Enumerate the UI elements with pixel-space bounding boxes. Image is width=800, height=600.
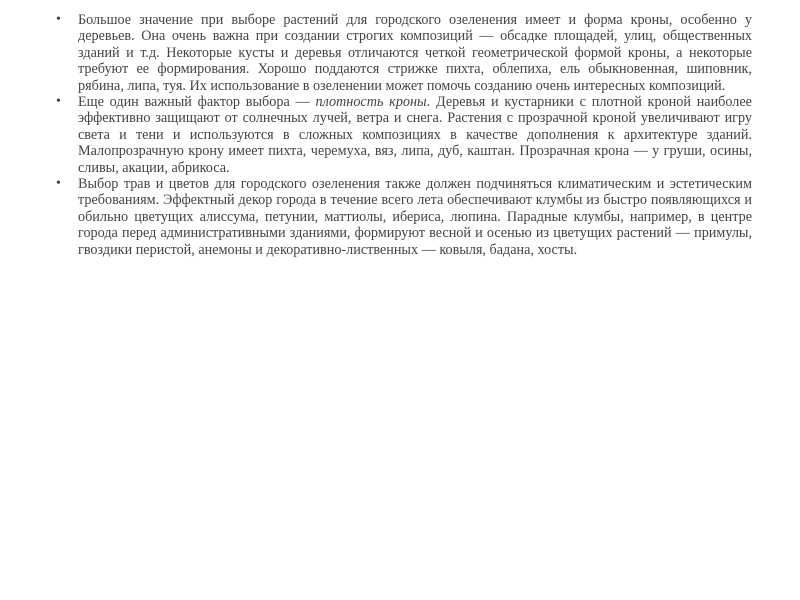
bullet-list xyxy=(56,12,752,258)
bullet-item-crown-shape xyxy=(56,12,752,94)
bullet-item-flowers xyxy=(56,176,752,258)
bullet-marker: • xyxy=(56,94,61,110)
bullet-marker: • xyxy=(56,12,61,27)
bullet-text: Выбор трав и цветов для городского озеленения также должен подчиняться климатическим и эстетическим требованиям. Эффектный декор города в течение всего лета обеспечивают клумбы из быстро появляющихся и обильно цветущих алиссума, петунии, маттиолы, ибериса, люпина. Парадные клумбы, например, в центре города перед административными зданиями, формируют весной и осенью из цветущих растений — примулы, гвоздики перистой, анемоны и декоративно-лиственных — ковыля, бадана, хосты. xyxy=(78,176,752,258)
bullet-emphasis: плотность кроны xyxy=(315,94,427,111)
bullet-item-crown-density xyxy=(56,94,752,176)
bullet-text-after: . Деревья и кустарники с плотной кроной наиболее эффективно защищают от солнечных лучей, ветра и снега. Растения с прозрачной кроной увеличивают игру света и тени и используются в сложных композициях в качестве дополнения к архитектуре зданий. Малопрозрачную крону имеет пихта, черемуха, вяз, липа, дуб, каштан. Прозрачная крона — у груши, осины, сливы, акации, абрикоса. xyxy=(78,94,752,176)
bullet-text: Большое значение при выборе растений для городского озеленения имеет и форма кроны, особенно у деревьев. Она очень важна при создании строгих композиций — обсадке площадей, улиц, общественных зданий и т.д. Некоторые кусты и деревья отличаются четкой геометрической формой кроны, а некоторые требуют ее формирования. Хорошо поддаются стрижке пихта, облепиха, ель обыкновенная, шиповник, рябина, липа, туя. Их использование в озеленении может помочь созданию очень интересных композиций. xyxy=(78,12,752,94)
bullet-marker: • xyxy=(56,176,61,192)
bullet-text-before: Еще один важный фактор выбора — xyxy=(78,94,316,111)
